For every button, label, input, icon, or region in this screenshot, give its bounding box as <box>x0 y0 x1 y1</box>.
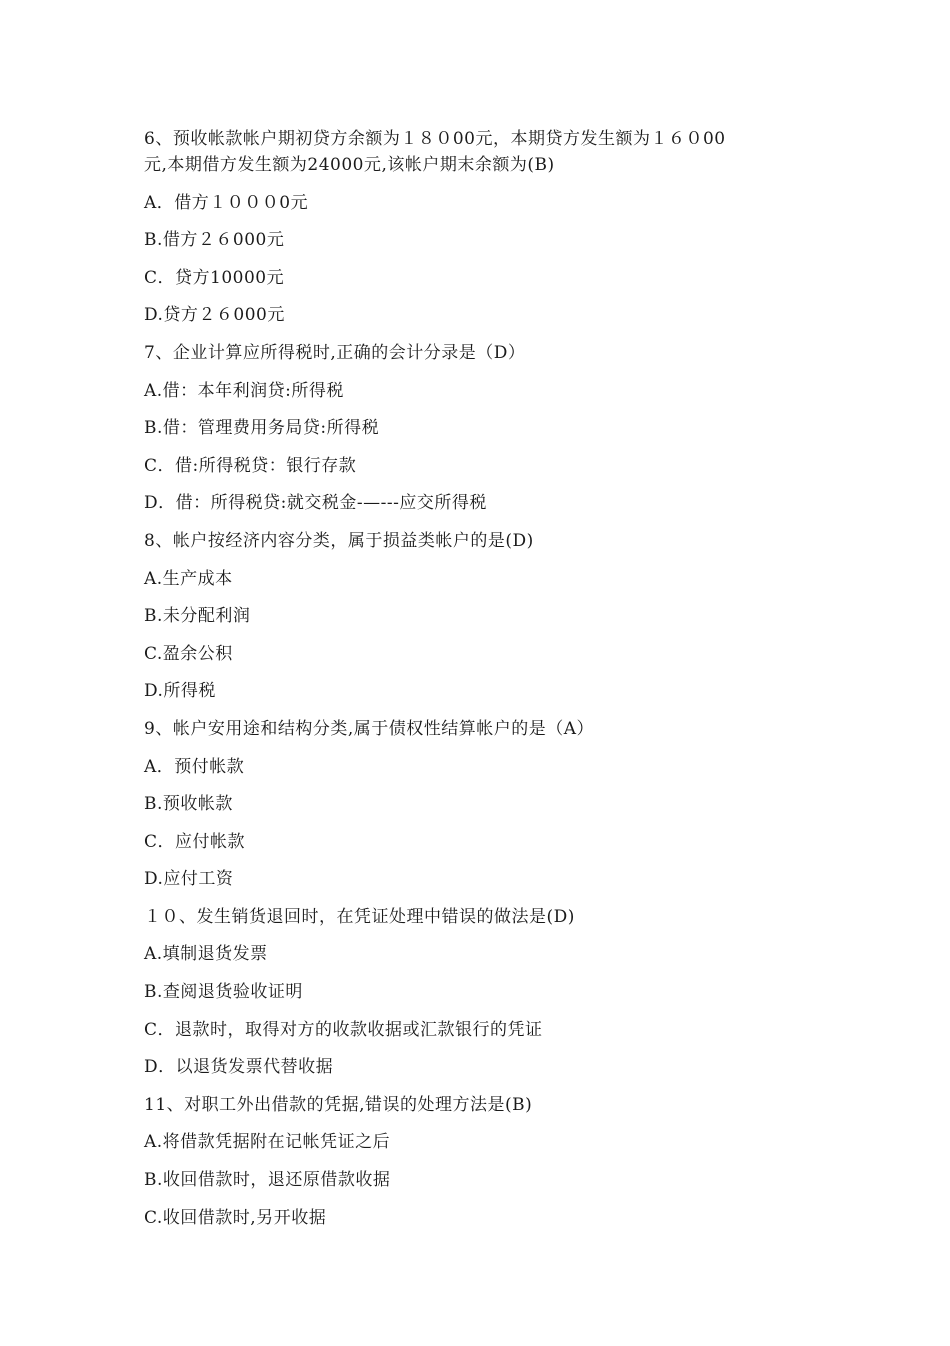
question-9-option-d: D.应付工资 <box>144 869 234 890</box>
question-10-option-d: D．以退货发票代替收据 <box>144 1057 334 1078</box>
question-8-option-b: B.未分配利润 <box>144 606 251 627</box>
question-7-option-a: A.借：本年利润贷:所得税 <box>144 380 344 401</box>
question-6-option-c: C．贷方10000元 <box>144 267 285 288</box>
question-10-option-c: C．退款时，取得对方的收款收据或汇款银行的凭证 <box>144 1019 543 1040</box>
question-9-option-c: C．应付帐款 <box>144 831 246 852</box>
question-8-text: 8、帐户按经济内容分类，属于损益类帐户的是(D) <box>144 530 534 551</box>
question-7-option-d: D．借：所得税贷:就交税金-—---应交所得税 <box>144 493 487 514</box>
question-8-option-c: C.盈余公积 <box>144 643 233 664</box>
question-6-text-line-2: 元,本期借方发生额为24000元,该帐户期末余额为(B) <box>144 155 555 175</box>
document-body <box>144 126 814 1242</box>
question-6-option-d: D.贷方２６000元 <box>144 305 285 326</box>
question-6-option-a: A．借方１０００0元 <box>144 192 309 213</box>
question-11-option-a: A.将借款凭据附在记帐凭证之后 <box>144 1132 391 1153</box>
question-6-option-b: B.借方２６000元 <box>144 230 285 251</box>
question-9-option-b: B.预收帐款 <box>144 794 233 815</box>
question-7-option-b: B.借：管理费用务局贷:所得税 <box>144 418 380 439</box>
question-7-text: 7、企业计算应所得税时,正确的会计分录是（D） <box>144 342 526 363</box>
question-11-option-c: C.收回借款时,另开收据 <box>144 1207 327 1228</box>
question-11-option-b: B.收回借款时，退还原借款收据 <box>144 1170 391 1191</box>
question-6-text-line-1: 6、预收帐款帐户期初贷方余额为１８０00元，本期贷方发生额为１６０00 <box>144 129 726 149</box>
question-10-option-a: A.填制退货发票 <box>144 944 268 965</box>
question-10-option-b: B.查阅退货验收证明 <box>144 982 303 1003</box>
question-8-option-d: D.所得税 <box>144 681 216 702</box>
question-7-option-c: C．借:所得税贷：银行存款 <box>144 455 357 476</box>
question-9-option-a: A．预付帐款 <box>144 756 245 777</box>
question-11-text: 11、对职工外出借款的凭据,错误的处理方法是(B) <box>144 1094 533 1115</box>
question-8-option-a: A.生产成本 <box>144 568 233 589</box>
question-10-text: １０、发生销货退回时，在凭证处理中错误的做法是(D) <box>144 906 575 927</box>
question-9-text: 9、帐户安用途和结构分类,属于债权性结算帐户的是（A） <box>144 718 594 739</box>
